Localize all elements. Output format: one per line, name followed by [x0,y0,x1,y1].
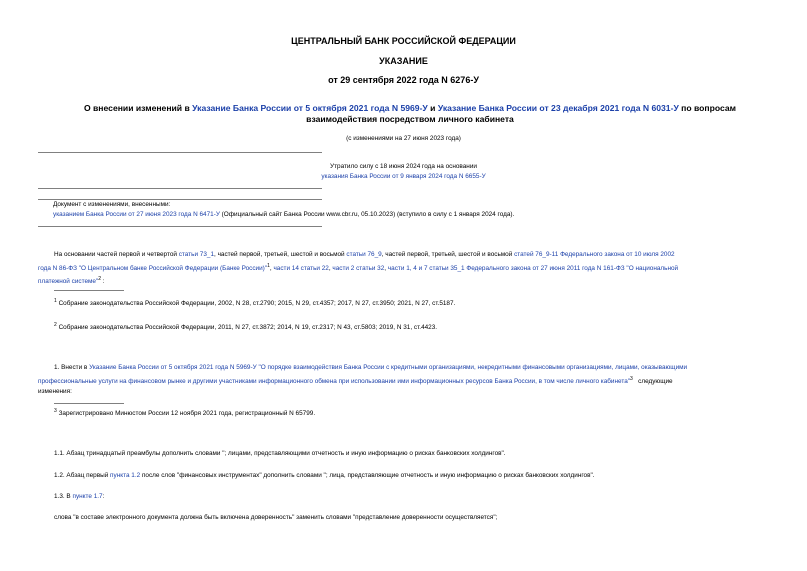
item-1-2: 1.2. Абзац первый пункта 1.2 после слов "финансовых инструментах" дополнить словами "; лица, представляющие отчетность и иную информацию о рисках банковских холдингов". [54,472,595,479]
link-st76-9-11[interactable]: статей 76_9-11 Федерального закона от 10 июля 2002 [514,251,675,258]
footnote-divider [54,403,124,404]
doc-date-number: от 29 сентября 2022 года N 6276-У [328,75,479,85]
link-161fz[interactable]: части 1, 4 и 7 статьи 35_1 Федерального закона от 27 июня 2011 года N 161-ФЗ "О национальной [387,264,679,272]
link-st73-1[interactable]: статьи 73_1 [178,251,215,258]
link-st76-9[interactable]: статьи 76_9 [346,251,382,258]
footnote-2: $^2$ Собрание законодательства Российской Федерации, 2011, N 27, ст.3872; 2014, N 19, ст.2317; N 43, ст.5803; 2019, N 31, ст.4423. [54,322,438,332]
expired-line: Утратило силу с 18 июня 2024 года на основании [330,163,477,170]
link-nps[interactable]: платежной системе" [38,278,99,286]
amended-label: Документ с изменениями, внесенными: [53,201,171,208]
link-86fz[interactable]: года N 86-ФЗ "О Центральном банке Российской Федерации (Банке России)" [38,264,268,272]
title-line2: взаимодействия посредством личного кабинета [306,114,514,124]
title-link-5969[interactable]: Указание Банка России от 5 октября 2021 года N 5969-У [192,103,428,113]
amended-link[interactable]: указанием Банка России от 27 июня 2023 года N 6471-У [53,211,220,218]
footnote-divider [54,290,124,291]
footnote-1: $^1$ Собрание законодательства Российской Федерации, 2002, N 28, ст.2790; 2015, N 29, ст.4357; 2017, N 27, ст.3950; 2021, N 27, ст.5187. [54,298,456,308]
title-link-6031[interactable]: Указание Банка России от 23 декабря 2021 года N 6031-У [437,103,679,113]
doc-type: УКАЗАНИЕ [379,56,428,66]
item-1-3-a: слова "в составе электронного документа должна быть включена доверенность" заменить словами "представление доверенности осуществляется"; [54,514,498,521]
footnote-3: $^3$ Зарегистрировано Минюстом России 12 ноября 2021 года, регистрационный N 65799. [54,408,316,418]
item1-link-5969[interactable]: Указание Банка России от 5 октября 2021 года N 5969-У "О порядке взаимодействия Банка России с кредитными организациями, некредитными финансовыми организациями, лицами, оказывающими [89,364,688,371]
item-1-1: 1.1. Абзац тринадцатый преамбулы дополнить словами "; лицами, представляющими отчетность и иную информацию о рисках банковских холдингов". [54,450,506,457]
preamble: На основании частей первой и четвертой статьи 73_1, частей первой, третьей, шестой и восьмой статьи 76_9, частей первой, третьей, шестой и восьмой статей 76_9-11 Федерального закона от 10 июля 2002 года N 86-ФЗ "О Центральном банке Российской Федерации (Банке России)"$^1$, части 14 статьи 22, части 2 статьи 32, части 1, 4 и 7 статьи 35_1 Федерального закона от 27 июня 2011 года N 161-ФЗ "О национальной платежной системе"$^2$ : [38,251,679,286]
divider [38,226,322,227]
divider [38,152,322,153]
link-ch2-st32[interactable]: части 2 статьи 32 [332,264,385,272]
link-p1-2[interactable]: пункта 1.2 [110,472,141,479]
org-name: ЦЕНТРАЛЬНЫЙ БАНК РОССИЙСКОЙ ФЕДЕРАЦИИ [291,36,516,46]
expired-link[interactable]: указания Банка России от 9 января 2024 года N 6655-У [321,173,486,180]
link-ch14-st22[interactable]: части 14 статьи 22 [273,264,329,272]
revision-note: (с изменениями на 27 июня 2023 года) [346,135,461,142]
amended-line: указанием Банка России от 27 июня 2023 года N 6471-У (Официальный сайт Банка России www.cbr.ru, 05.10.2023) (вступило в силу с 1 января 2024 года). [53,211,515,218]
doc-title: О внесении изменений в Указание Банка России от 5 октября 2021 года N 5969-У и Указание Банка России от 23 декабря 2021 года N 6031-У по вопросам взаимодействия посредством личного кабинета [83,103,737,124]
item-1: 1. Внести в Указание Банка России от 5 октября 2021 года N 5969-У "О порядке взаимодействия Банка России с кредитными организациями, некредитными финансовыми организациями, лицами, оказывающими профессиональные услуги на финансовом рынке и другими участниками информационного обмена при использовании ими информационных ресурсов Банка России, в том числе личного кабинета"$^3$ следующие изменения: [38,364,688,396]
divider [38,188,322,189]
item1-link-cont[interactable]: профессиональные услуги на финансовом рынке и другими участниками информационного обмена при использовании ими информационных ресурсов Банка России, в том числе личного кабинета" [38,377,631,385]
link-p1-7[interactable]: пункте 1.7 [72,493,103,500]
item-1-3: 1.3. В пункте 1.7: [54,493,105,500]
